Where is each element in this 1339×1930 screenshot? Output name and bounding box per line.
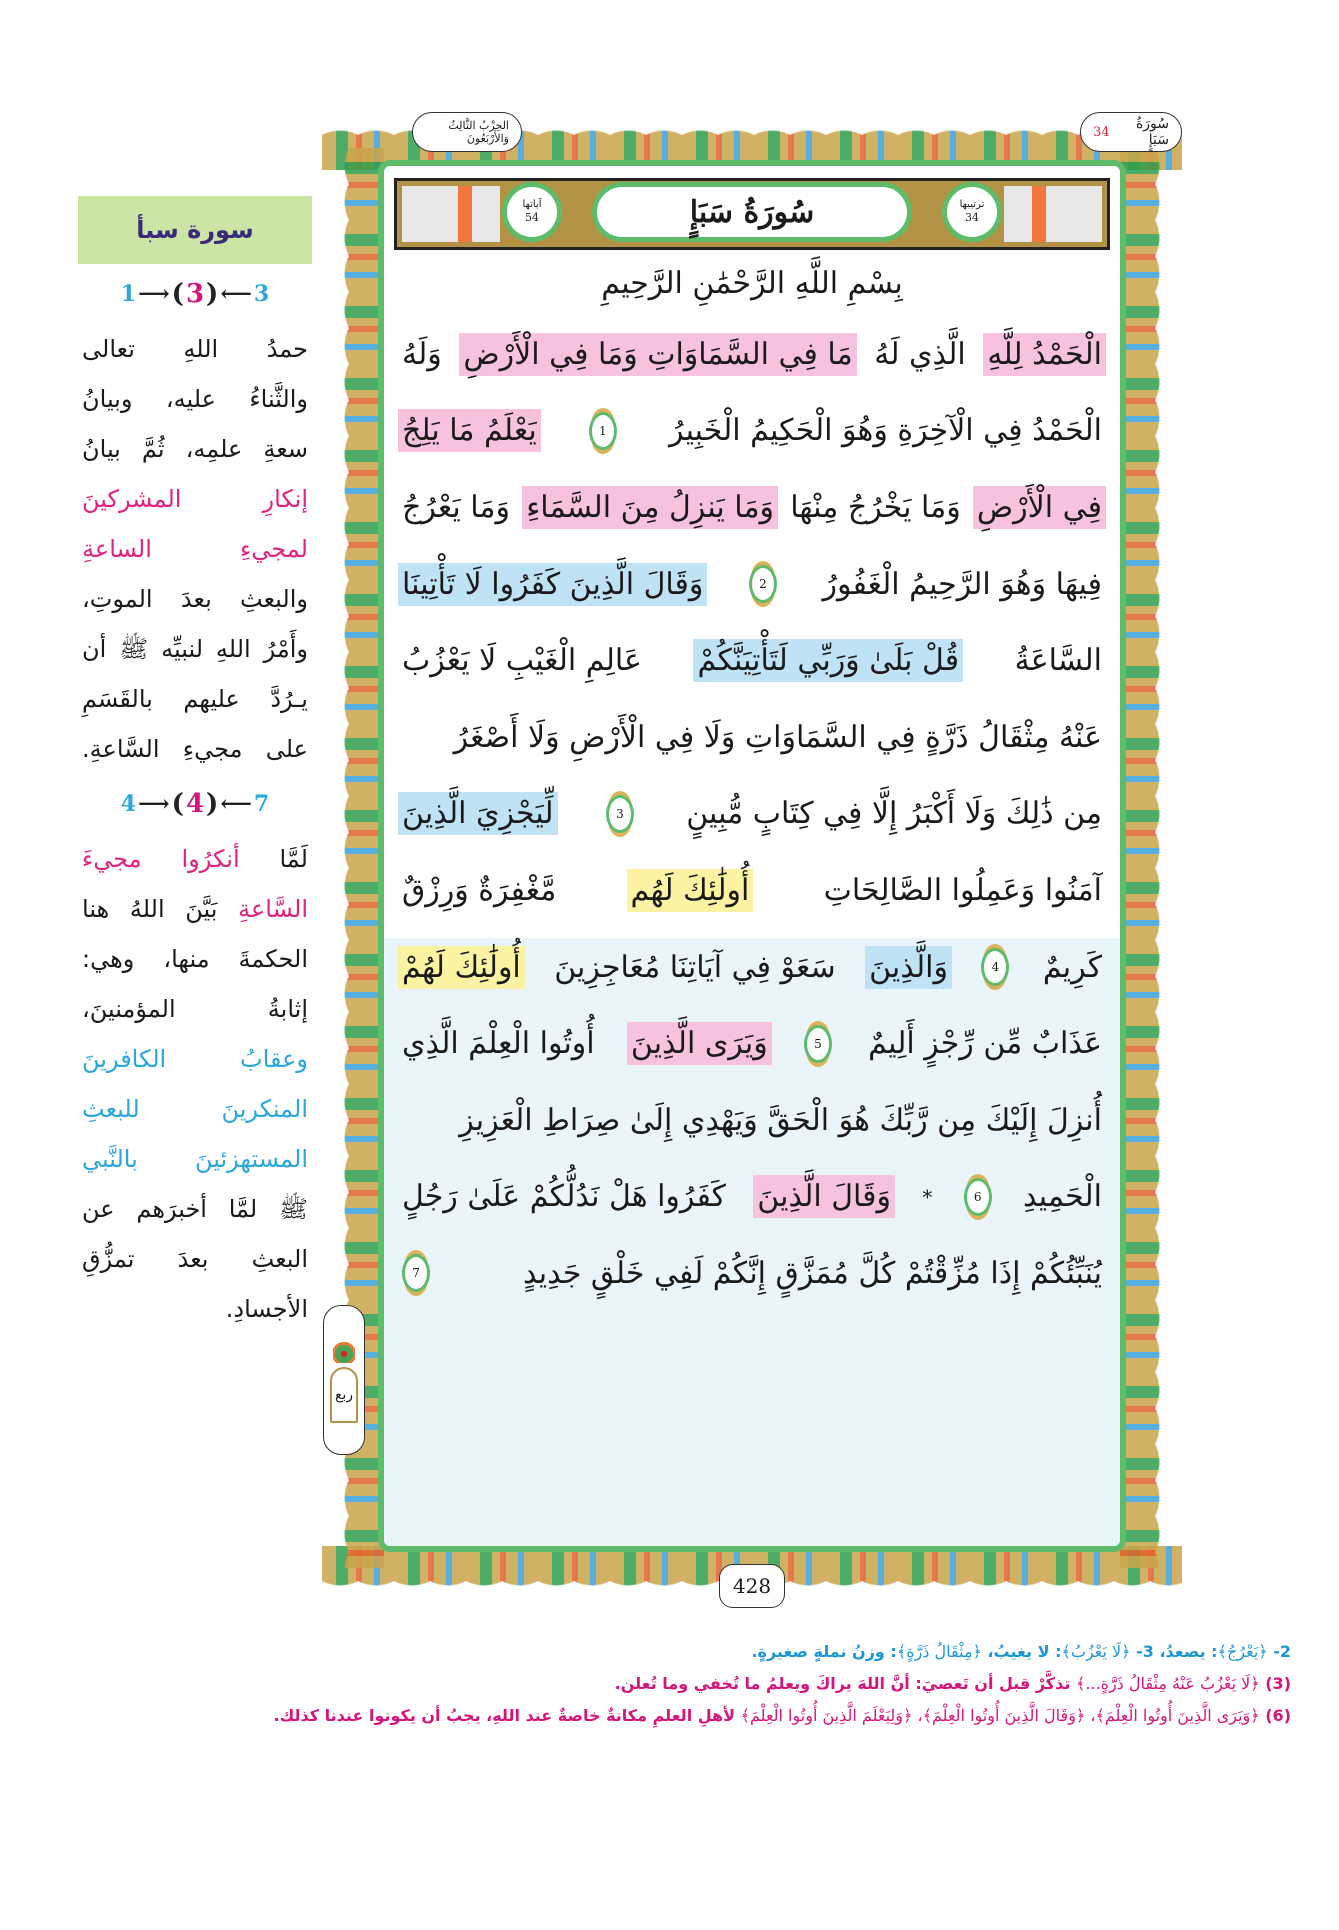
summary-text: وأَمْرُ اللهِ لنبيِّه ﷺ أن xyxy=(82,635,308,663)
quran-line xyxy=(398,1159,1106,1236)
summary-text: المنكرينَ للبعثِ xyxy=(82,1095,308,1123)
highlighted-phrase: وَيَرَى الَّذِينَ xyxy=(627,1022,772,1065)
range-start: 1 xyxy=(120,281,137,307)
verse-text: آمَنُوا وَعَمِلُوا الصَّالِحَاتِ xyxy=(823,872,1102,908)
verse-text: يُنَبِّئُكُمْ إِذَا مُزِّقْتُمْ كُلَّ مُمَزَّقٍ إِنَّكُمْ لَفِي خَلْقٍ جَدِيدٍ xyxy=(522,1255,1102,1291)
range-end: 7 xyxy=(253,791,270,817)
summary-line xyxy=(82,1134,308,1184)
summary-line xyxy=(82,1234,308,1284)
highlighted-phrase: لِّيَجْزِيَ الَّذِينَ xyxy=(398,792,558,835)
surah-banner xyxy=(394,178,1110,250)
summary-text: لَمَّا xyxy=(239,845,308,873)
footnote xyxy=(80,1700,1291,1732)
footnote-text: (6) xyxy=(1259,1706,1291,1725)
sidebar-summary xyxy=(78,324,312,774)
summary-text: وعقابُ الكافرينَ xyxy=(82,1045,308,1073)
sidebar-sections xyxy=(78,264,312,1334)
range-end: 3 xyxy=(253,281,270,307)
quran-line xyxy=(398,546,1106,623)
footnote-text: : يصعدُ، 3- xyxy=(1130,1642,1218,1661)
summary-line xyxy=(82,624,308,674)
ayah-number-marker: 7 xyxy=(402,1254,430,1292)
verse-text: وَمَا يَخْرُجُ مِنْهَا xyxy=(790,489,961,525)
paren: ( xyxy=(171,279,184,309)
summary-text: الحكمةَ منها، وهي: xyxy=(82,945,308,973)
quran-line xyxy=(398,699,1106,776)
summary-text: سعةِ علمِه، ثُمَّ بيانُ xyxy=(82,435,308,463)
group-number: 3 xyxy=(185,279,205,309)
footnotes xyxy=(80,1636,1291,1732)
page-number: 428 xyxy=(719,1564,785,1608)
quran-line xyxy=(398,1082,1106,1159)
verse-text: عَذَابٌ مِّن رِّجْزٍ أَلِيمٌ xyxy=(868,1026,1102,1062)
summary-line xyxy=(82,674,308,724)
rub-marker xyxy=(323,1305,365,1455)
summary-line xyxy=(82,474,308,524)
summary-line xyxy=(82,1034,308,1084)
ayah-number-marker: 4 xyxy=(981,948,1009,986)
ayah-range xyxy=(78,774,312,834)
summary-line xyxy=(82,574,308,624)
summary-text: بَيَّنَ اللهُ هنا xyxy=(82,895,218,923)
summary-line xyxy=(82,1184,308,1234)
summary-text: إثابةُ المؤمنينَ، xyxy=(82,995,308,1023)
ayah-number-marker: 1 xyxy=(589,412,617,450)
footnote-text: : لا يغيبُ، xyxy=(981,1642,1062,1661)
verse-text: وَمَا يَعْرُجُ xyxy=(402,489,510,525)
verse-text: عَالِمِ الْغَيْبِ لَا يَعْزُبُ xyxy=(402,643,642,679)
summary-line xyxy=(82,724,308,774)
quran-line xyxy=(398,1005,1106,1082)
arrow-icon: ⟶ xyxy=(138,791,170,817)
highlighted-phrase: مَا فِي السَّمَاوَاتِ وَمَا فِي الْأَرْضِ xyxy=(459,333,856,376)
verse-text: الَّذِي لَهُ xyxy=(874,336,966,372)
ornament-icon xyxy=(333,1337,355,1363)
highlighted-phrase: وَالَّذِينَ xyxy=(865,946,952,989)
summary-text: حمدُ اللهِ تعالى xyxy=(82,335,308,363)
summary-text: البعثِ بعدَ تمزُّقِ xyxy=(82,1245,308,1273)
sidebar xyxy=(78,196,312,1334)
group-number: 4 xyxy=(185,789,205,819)
quoted-verse: ﴿مِثْقَالُ ذَرَّةٍ﴾ xyxy=(896,1642,982,1661)
summary-text: السَّاعةِ xyxy=(217,895,308,923)
footnote xyxy=(80,1668,1291,1700)
summary-line xyxy=(82,374,308,424)
quran-line xyxy=(398,622,1106,699)
arrow-icon: ⟵ xyxy=(220,281,252,307)
hizb-label: الحِزْبُ الثَّالِثُ وَالأَرْبَعُونَ xyxy=(412,112,522,152)
summary-line xyxy=(82,1084,308,1134)
quran-line xyxy=(398,929,1106,1006)
surah-order-medallion: ترتيبها 34 xyxy=(942,182,1002,242)
range-start: 4 xyxy=(120,791,137,817)
quran-text xyxy=(398,316,1106,1312)
verse-text: وَلَهُ xyxy=(402,336,442,372)
highlighted-phrase: وَقَالَ الَّذِينَ xyxy=(753,1175,895,1218)
sidebar-summary xyxy=(78,834,312,1334)
highlighted-phrase: فِي الْأَرْضِ xyxy=(973,486,1106,529)
verse-text: فِيهَا وَهُوَ الرَّحِيمُ الْغَفُورُ xyxy=(822,566,1102,602)
highlighted-phrase: يَعْلَمُ مَا يَلِجُ xyxy=(398,409,541,452)
highlighted-phrase: وَقَالَ الَّذِينَ كَفَرُوا لَا تَأْتِينَا xyxy=(398,563,707,606)
ayat-count-medallion: آياتها 54 xyxy=(502,182,562,242)
summary-line xyxy=(82,984,308,1034)
summary-text: أنكرُوا مجيءَ xyxy=(82,845,240,873)
ornament-right xyxy=(1120,148,1182,1568)
summary-text: لمجيءِ الساعةِ xyxy=(82,535,308,563)
highlighted-phrase: وَمَا يَنزِلُ مِنَ السَّمَاءِ xyxy=(522,486,778,529)
quran-line xyxy=(398,316,1106,393)
text-panel xyxy=(378,160,1126,1552)
summary-text: الأجسادِ. xyxy=(225,1295,308,1323)
footnote-text: تذكَّرْ قبل أن تَعصيَ: أنَّ اللهَ يراكَ ويعلمُ ما تُخفي وما تُعلن. xyxy=(614,1674,1076,1693)
summary-text: إنكارِ المشركينَ xyxy=(82,485,308,513)
surah-number: 34 xyxy=(1093,124,1110,140)
verse-text: الْحَمِيدِ xyxy=(1023,1179,1102,1215)
bismillah: بِسْمِ اللَّهِ الرَّحْمَٰنِ الرَّحِيمِ xyxy=(601,266,903,301)
verse-text: مِن ذَٰلِكَ وَلَا أَكْبَرُ إِلَّا فِي كِتَابٍ مُّبِينٍ xyxy=(686,796,1102,832)
ayah-number-marker: 2 xyxy=(749,565,777,603)
ayah-range xyxy=(78,264,312,324)
highlighted-phrase: قُلْ بَلَىٰ وَرَبِّي لَتَأْتِيَنَّكُمْ xyxy=(693,639,963,682)
footnote-text: : وزنُ نملةٍ صغيرةٍ. xyxy=(751,1642,897,1661)
sidebar-title: سورة سبأ xyxy=(78,196,312,264)
verse-text: كَرِيمٌ xyxy=(1042,949,1102,985)
summary-text: يـرُدَّ عليهم بالقَسَمِ xyxy=(82,685,308,713)
quoted-verse: ﴿لَا يَعْزُبُ﴾ xyxy=(1061,1642,1131,1661)
paren: ) xyxy=(206,789,219,819)
summary-line xyxy=(82,1284,308,1334)
ayah-number-marker: 5 xyxy=(804,1025,832,1063)
quran-line xyxy=(398,852,1106,929)
paren: ( xyxy=(171,789,184,819)
ayah-number-marker: 3 xyxy=(606,795,634,833)
verse-text: سَعَوْ فِي آيَاتِنَا مُعَاجِزِينَ xyxy=(554,949,836,985)
surah-header-label: سُورَةُ سَبَإٍ 34 xyxy=(1080,112,1182,152)
hizb-star-icon: * xyxy=(922,1184,933,1209)
footnote-text: 2- xyxy=(1267,1642,1291,1661)
rub-label: ربع xyxy=(330,1367,358,1423)
verse-text: أُوتُوا الْعِلْمَ الَّذِي xyxy=(402,1026,595,1062)
summary-line xyxy=(82,524,308,574)
summary-text: على مجيءِ السَّاعةِ. xyxy=(82,735,308,763)
highlighted-phrase: الْحَمْدُ لِلَّهِ xyxy=(983,333,1106,376)
summary-line xyxy=(82,834,308,884)
footnote xyxy=(80,1636,1291,1668)
highlighted-phrase: أُولَٰئِكَ لَهُمْ xyxy=(398,946,525,989)
summary-text: المستهزئينَ بالنَّبي xyxy=(82,1145,308,1173)
arrow-icon: ⟵ xyxy=(220,791,252,817)
summary-line xyxy=(82,424,308,474)
surah-title: سُورَةُ سَبَإٍ xyxy=(592,182,912,242)
quran-line xyxy=(398,393,1106,470)
verse-text: عَنْهُ مِثْقَالُ ذَرَّةٍ فِي السَّمَاوَاتِ وَلَا فِي الْأَرْضِ وَلَا أَصْغَرُ xyxy=(453,719,1102,755)
footnote-text: (3) xyxy=(1259,1674,1291,1693)
quoted-verse: ﴿لَا يَعْزُبُ عَنْهُ مِثْقَالُ ذَرَّةٍ...﴾ xyxy=(1075,1674,1260,1693)
summary-line xyxy=(82,884,308,934)
verse-text: مَّغْفِرَةٌ وَرِزْقٌ xyxy=(402,872,557,908)
verse-text: أُنزِلَ إِلَيْكَ مِن رَّبِّكَ هُوَ الْحَقَّ وَيَهْدِي إِلَىٰ صِرَاطِ الْعَزِيزِ xyxy=(459,1102,1102,1138)
quoted-verse: ﴿وَيَرَى الَّذِينَ أُوتُوا الْعِلْمَ﴾، ﴿وَقَالَ الَّذِينَ أُوتُوا الْعِلْمَ﴾، ﴿وَلِيَعْلَمَ الَّذِينَ أُوتُوا الْعِلْمَ﴾ xyxy=(740,1706,1260,1725)
ayah-number-marker: 6 xyxy=(964,1178,992,1216)
summary-text: والبعثِ بعدَ الموتِ، xyxy=(82,585,308,613)
summary-line xyxy=(82,934,308,984)
verse-text: السَّاعَةُ xyxy=(1014,643,1102,679)
quran-line xyxy=(398,1235,1106,1312)
paren: ) xyxy=(206,279,219,309)
arrow-icon: ⟶ xyxy=(138,281,170,307)
mushaf-page xyxy=(322,108,1182,1608)
quran-line xyxy=(398,469,1106,546)
summary-text: ﷺ لمَّا أخبرَهم عن xyxy=(82,1195,308,1223)
summary-text: والثَّناءُ عليه، وبيانُ xyxy=(82,385,308,413)
highlighted-phrase: أُولَٰئِكَ لَهُم xyxy=(627,869,754,912)
quran-line xyxy=(398,776,1106,853)
verse-text: كَفَرُوا هَلْ نَدُلُّكُمْ عَلَىٰ رَجُلٍ xyxy=(402,1179,726,1215)
summary-line xyxy=(82,324,308,374)
verse-text: الْحَمْدُ فِي الْآخِرَةِ وَهُوَ الْحَكِيمُ الْخَبِيرُ xyxy=(669,413,1102,449)
quoted-verse: ﴿يَعْرُجُ﴾ xyxy=(1217,1642,1268,1661)
footnote-text: لأهلِ العلمِ مكانةٌ خاصةٌ عند اللهِ، يجبُ أن يكونوا عندنا كذلك. xyxy=(273,1706,741,1725)
